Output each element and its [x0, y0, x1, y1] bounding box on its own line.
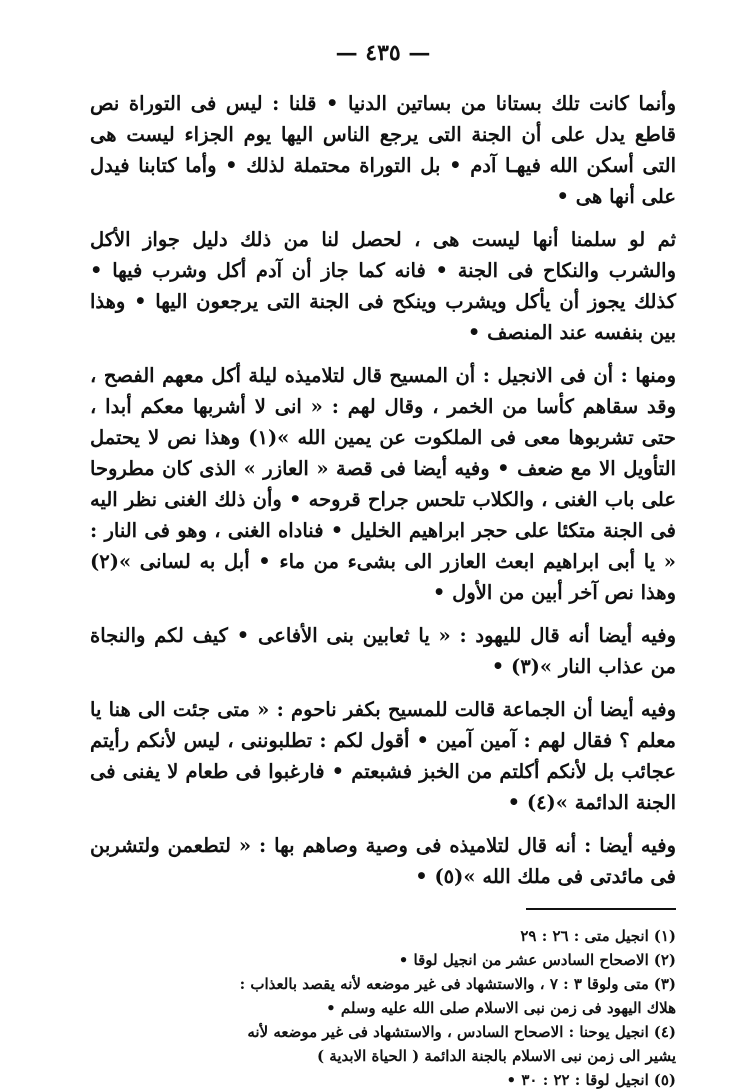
paragraph: ومنها : أن فى الانجيل : أن المسيح قال لتلاميذه ليلة أكل معهم الفصح ، وقد سقاهم كأسا من الخمر ، وقال لهم : « انى لا أشربها معكم أبدا ، حتى تشربوها معى فى الملكوت عن يمين الله »(١) وهذا نص لا يحتمل التأويل الا مع ضعف • وفيه أيضا فى قصة « العازر » الذى كان مطروحا على باب الغنى ، والكلاب تلحس جراح قروحه • وأن ذلك الغنى نظر اليه فى الجنة متكئا على حجر ابراهيم الخليل • فناداه الغنى ، وهو فى النار : « يا أبى ابراهيم ابعث العازر الى بشىء من ماء • أبل به لسانى »(٢) وهذا نص آخر أبين من الأول •	[90, 364, 676, 604]
footnote-text: الاصحاح السادس عشر من انجيل لوقا •	[398, 951, 649, 969]
footnote	[90, 948, 676, 972]
footnote-number: (١)	[653, 927, 676, 945]
footnote	[90, 1020, 676, 1044]
paragraph: ثم لو سلمنا أنها ليست هى ، لحصل لنا من ذلك دليل جواز الأكل والشرب والنكاح فى الجنة • فانه كما جاز أن آدم أكل وشرب فيها • كذلك يجوز أن يأكل ويشرب وينكح فى الجنة التى يرجعون اليها • وهذا بين بنفسه عند المنصف •	[90, 228, 676, 344]
footnote-text: انجيل يوحنا : الاصحاح السادس ، والاستشهاد فى غير موضعه لأنه	[247, 1023, 649, 1041]
page-number: — ٤٣٥ —	[335, 40, 431, 66]
footnote-number: (٢)	[653, 951, 676, 969]
footnote-continuation: هلاك اليهود فى زمن نبى الاسلام صلى الله عليه وسلم •	[326, 999, 676, 1017]
footnote-number: (٥)	[653, 1071, 676, 1089]
footnotes	[90, 924, 676, 1092]
footnote-number: (٤)	[653, 1023, 676, 1041]
paragraph: وأنما كانت تلك بستانا من بساتين الدنيا • قلنا : ليس فى التوراة نص قاطع يدل على أن الجنة التى يرجع الناس اليها يوم الجزاء ليست هى التى أسكن الله فيهـا آدم • بل التوراة محتملة لذلك • وأما كتابنا فيدل على أنها هى •	[90, 92, 676, 208]
footnote-text: متى ولوقا ٣ : ٧ ، والاستشهاد فى غير موضعه لأنه يقصد بالعذاب :	[239, 975, 649, 993]
paragraph: وفيه أيضا : أنه قال لتلاميذه فى وصية وصاهم بها : « لتطعمن ولتشربن فى مائدتى فى ملك الله »(٥) •	[90, 834, 676, 888]
footnote-number: (٣)	[653, 975, 676, 993]
paragraph: وفيه أيضا أن الجماعة قالت للمسيح بكفر ناحوم : « متى جئت الى هنا يا معلم ؟ فقال لهم : آمين آمين • أقول لكم : تطلبوننى ، ليس لأنكم رأيتم عجائب بل لأنكم أكلتم من الخبز فشبعتم • فارغبوا فى طعام لا يفنى فى الجنة الدائمة »(٤) •	[90, 698, 676, 814]
footnote-text: انجيل لوقا : ٢٢ : ٣٠ •	[506, 1071, 649, 1089]
footnote-divider	[526, 908, 676, 910]
footnote	[90, 972, 676, 996]
body-text	[90, 88, 676, 892]
footnote	[90, 1068, 676, 1092]
footnote-text: انجيل متى : ٢٦ : ٢٩	[520, 927, 649, 945]
paragraph: وفيه أيضا أنه قال لليهود : « يا ثعابين بنى الأفاعى • كيف لكم والنجاة من عذاب النار »(٣) •	[90, 624, 676, 678]
footnote	[90, 924, 676, 948]
footnote-continuation: يشير الى زمن نبى الاسلام بالجنة الدائمة ( الحياة الابدية )	[316, 1047, 676, 1065]
